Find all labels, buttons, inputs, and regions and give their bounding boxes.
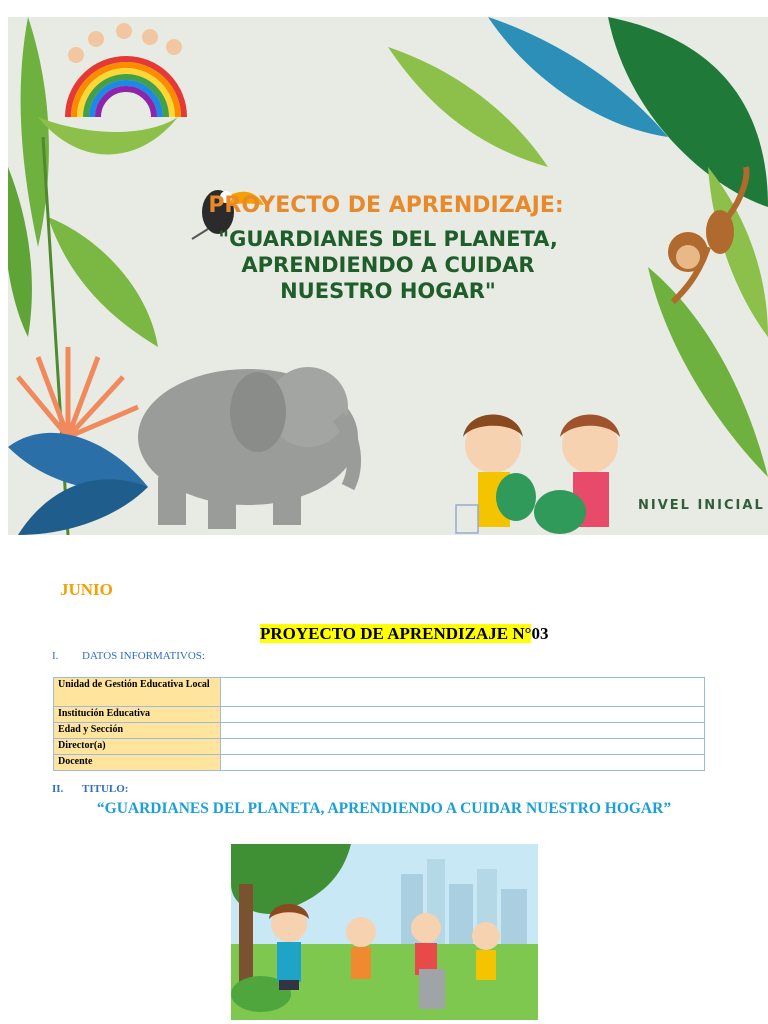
document-title-main: PROYECTO DE APRENDIZAJE N° (260, 624, 532, 643)
table-value[interactable] (221, 707, 705, 723)
fan-leaf-illustration (8, 347, 148, 535)
banner-title-line1: PROYECTO DE APRENDIZAJE: (208, 193, 564, 218)
elephant-illustration (138, 367, 358, 529)
info-table (53, 677, 705, 771)
table-row (54, 739, 705, 755)
table-label: Institución Educativa (54, 707, 221, 723)
table-value[interactable] (221, 678, 705, 707)
cover-banner (8, 17, 768, 535)
kids-cleaning-park-image (231, 844, 538, 1020)
table-row (54, 678, 705, 707)
table-label: Docente (54, 755, 221, 771)
document-title (260, 624, 548, 644)
table-row (54, 755, 705, 771)
kids-cleaning-illustration (231, 844, 538, 1020)
section-label: TITULO: (82, 783, 129, 795)
document-title-number: 03 (531, 624, 549, 643)
rainbow-kids-illustration (68, 23, 184, 117)
banner-title-line3: APRENDIENDO A CUIDAR (241, 253, 535, 277)
kids-recycling-illustration (456, 415, 620, 535)
table-row (54, 707, 705, 723)
month-label: JUNIO (60, 580, 113, 599)
project-title: “GUARDIANES DEL PLANETA, APRENDIENDO A CUIDAR NUESTRO HOGAR” (96, 800, 672, 817)
section-number: II. (52, 783, 64, 795)
table-label: Director(a) (54, 739, 221, 755)
table-label: Edad y Sección (54, 723, 221, 739)
banner-title-line4: NUESTRO HOGAR" (280, 279, 496, 303)
table-value[interactable] (221, 755, 705, 771)
table-label: Unidad de Gestión Educativa Local (54, 678, 221, 707)
table-value[interactable] (221, 723, 705, 739)
banner-title-line2: "GUARDIANES DEL PLANETA, (218, 227, 558, 251)
table-row (54, 723, 705, 739)
level-label: NIVEL INICIAL (638, 498, 765, 513)
table-value[interactable] (221, 739, 705, 755)
section-label: DATOS INFORMATIVOS: (82, 650, 205, 662)
section-heading-info (52, 650, 205, 662)
section-heading-title (52, 783, 128, 795)
section-number: I. (52, 650, 59, 662)
